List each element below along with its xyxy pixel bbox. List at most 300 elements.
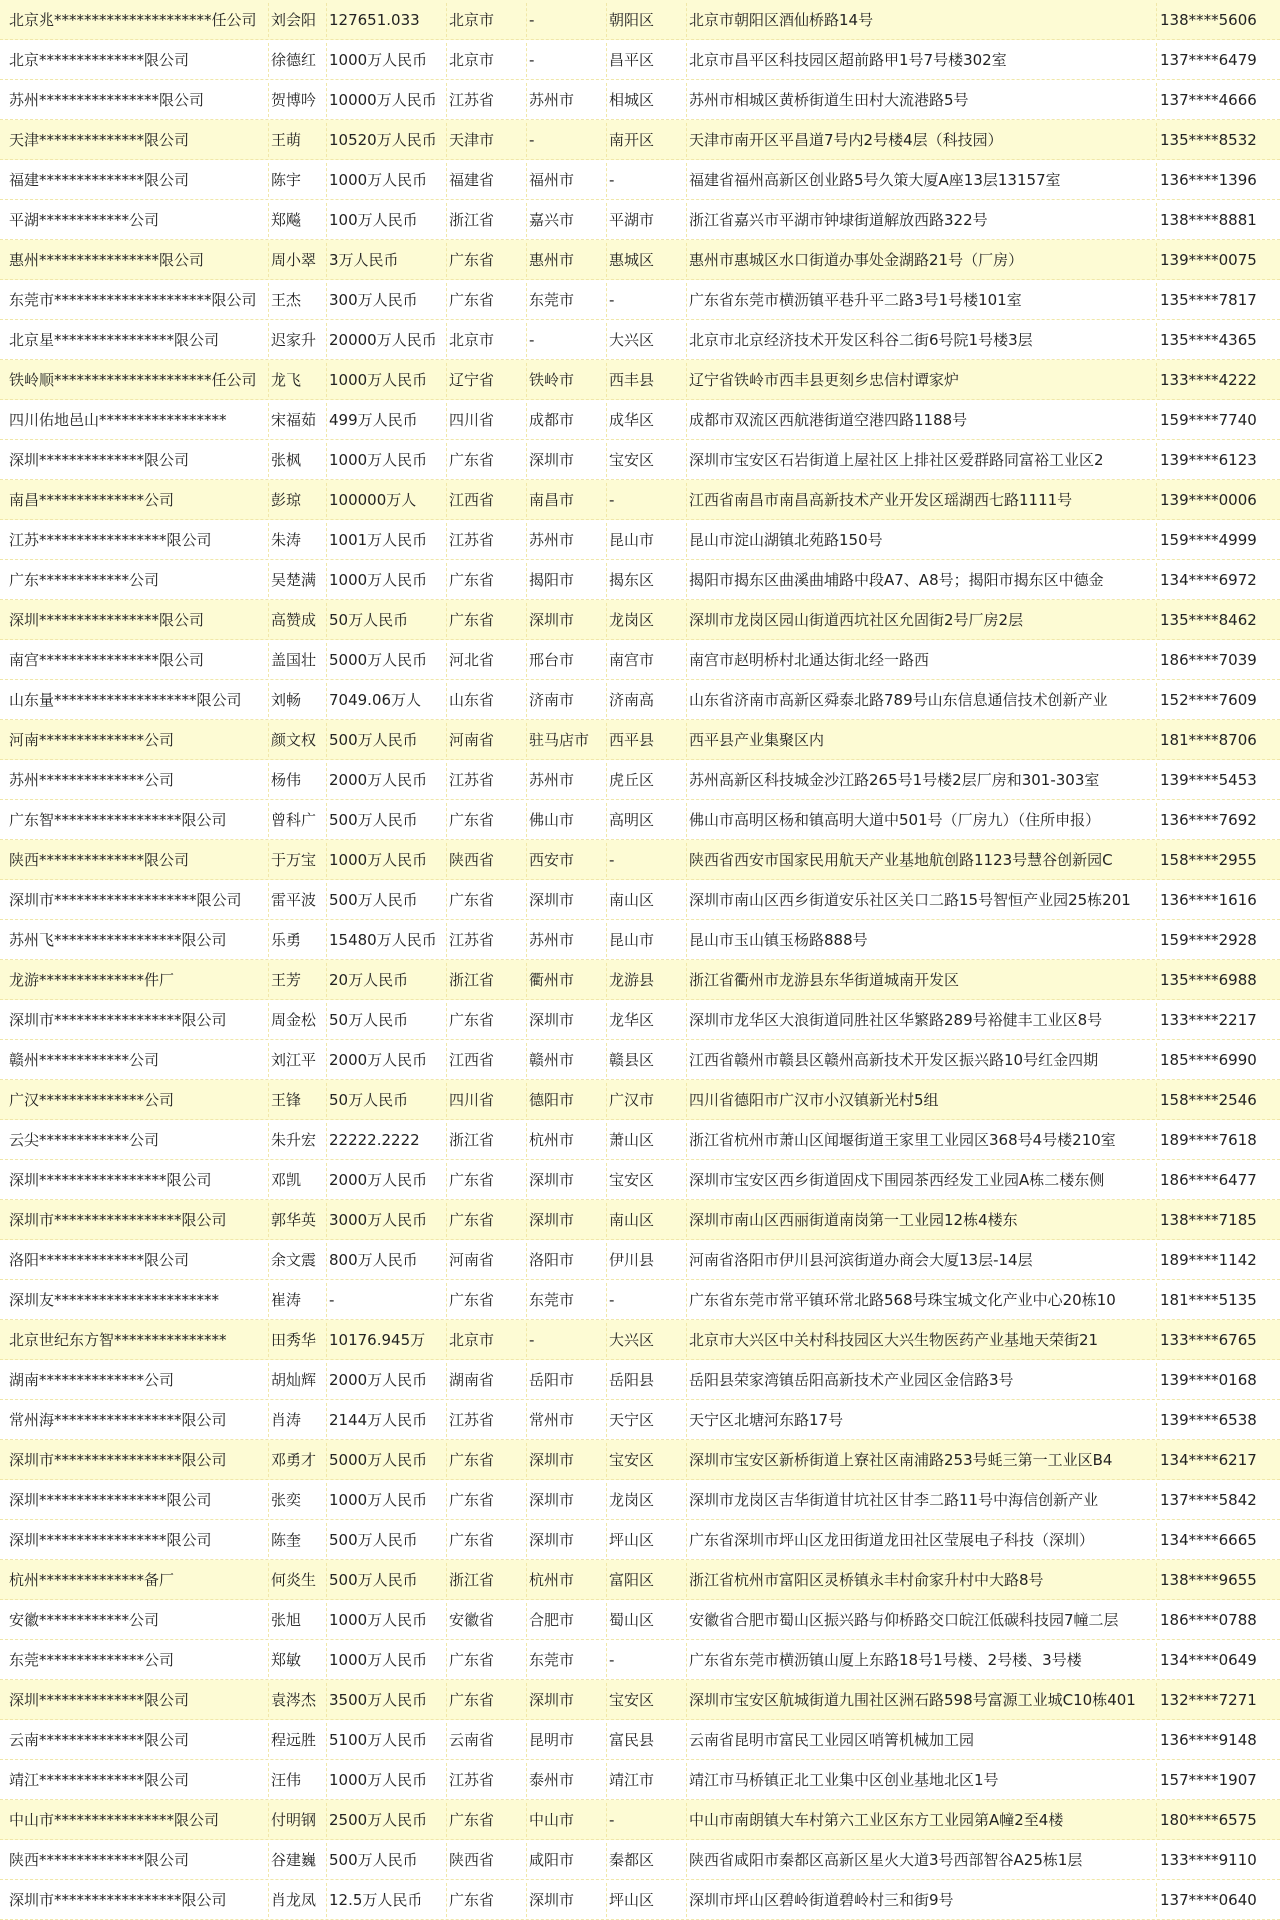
city-cell: 赣州市: [526, 1040, 606, 1080]
legal-person-cell: 杨伟: [268, 760, 326, 800]
table-row: [0, 1000, 1280, 1040]
registered-capital-cell: 20万人民币: [326, 960, 446, 1000]
city-cell: 揭阳市: [526, 560, 606, 600]
table-row: [0, 280, 1280, 320]
address-cell: 浙江省衢州市龙游县东华街道城南开发区: [686, 960, 1156, 1000]
province-cell: 福建省: [446, 160, 526, 200]
company-name-cell: 东莞市*********************限公司: [9, 291, 257, 309]
legal-person-cell: 王锋: [268, 1080, 326, 1120]
company-name-cell: 赣州************公司: [9, 1051, 160, 1069]
district-cell: 龙华区: [606, 1000, 686, 1040]
table-row: [0, 1440, 1280, 1480]
company-name-cell: 深圳市*****************限公司: [9, 1211, 227, 1229]
table-row: [0, 1720, 1280, 1760]
company-name-cell: 杭州**************备厂: [9, 1571, 175, 1589]
table-row: [0, 880, 1280, 920]
phone-cell: 180****6575: [1156, 1800, 1280, 1840]
table-row: [0, 1200, 1280, 1240]
registered-capital-cell: 500万人民币: [326, 880, 446, 920]
company-name-cell: 深圳****************限公司: [9, 611, 205, 629]
province-cell: 广东省: [446, 560, 526, 600]
city-cell: 泰州市: [526, 1760, 606, 1800]
table-row: [0, 400, 1280, 440]
phone-cell: 138****9655: [1156, 1560, 1280, 1600]
phone-cell: 159****2928: [1156, 920, 1280, 960]
legal-person-cell: 陈宇: [268, 160, 326, 200]
company-name-cell: 广东智*****************限公司: [9, 811, 227, 829]
registered-capital-cell: 2000万人民币: [326, 760, 446, 800]
company-name-cell: 深圳*****************限公司: [9, 1491, 212, 1509]
table-row: [0, 120, 1280, 160]
company-name-cell: 苏州飞*****************限公司: [9, 931, 227, 949]
city-cell: 常州市: [526, 1400, 606, 1440]
registered-capital-cell: 1000万人民币: [326, 1760, 446, 1800]
address-cell: 河南省洛阳市伊川县河滨街道办商会大厦13层-14层: [686, 1240, 1156, 1280]
table-row: [0, 160, 1280, 200]
city-cell: -: [526, 0, 606, 40]
phone-cell: 186****7039: [1156, 640, 1280, 680]
phone-cell: 138****5606: [1156, 0, 1280, 40]
province-cell: 广东省: [446, 1880, 526, 1920]
district-cell: 广汉市: [606, 1080, 686, 1120]
legal-person-cell: 贺博吟: [268, 80, 326, 120]
city-cell: 德阳市: [526, 1080, 606, 1120]
table-row: [0, 360, 1280, 400]
phone-cell: 136****7692: [1156, 800, 1280, 840]
company-name-cell: 南昌**************公司: [9, 491, 175, 509]
district-cell: 宝安区: [606, 1160, 686, 1200]
city-cell: 南昌市: [526, 480, 606, 520]
district-cell: 岳阳县: [606, 1360, 686, 1400]
table-row: [0, 760, 1280, 800]
province-cell: 广东省: [446, 1440, 526, 1480]
district-cell: 萧山区: [606, 1120, 686, 1160]
phone-cell: 157****1907: [1156, 1760, 1280, 1800]
registered-capital-cell: 500万人民币: [326, 800, 446, 840]
address-cell: 天津市南开区平昌道7号内2号楼4层（科技园）: [686, 120, 1156, 160]
phone-cell: 134****0649: [1156, 1640, 1280, 1680]
legal-person-cell: 邓勇才: [268, 1440, 326, 1480]
table-row: [0, 1480, 1280, 1520]
registered-capital-cell: 1000万人民币: [326, 560, 446, 600]
legal-person-cell: 曾科广: [268, 800, 326, 840]
company-name-cell: 南宫****************限公司: [9, 651, 205, 669]
province-cell: 广东省: [446, 1160, 526, 1200]
province-cell: 江苏省: [446, 920, 526, 960]
city-cell: 惠州市: [526, 240, 606, 280]
city-cell: 济南市: [526, 680, 606, 720]
city-cell: 成都市: [526, 400, 606, 440]
phone-cell: 159****4999: [1156, 520, 1280, 560]
phone-cell: 133****6765: [1156, 1320, 1280, 1360]
province-cell: 云南省: [446, 1720, 526, 1760]
registered-capital-cell: 1000万人民币: [326, 360, 446, 400]
district-cell: 宝安区: [606, 440, 686, 480]
district-cell: 南山区: [606, 880, 686, 920]
province-cell: 广东省: [446, 280, 526, 320]
city-cell: 苏州市: [526, 920, 606, 960]
registered-capital-cell: 5000万人民币: [326, 1440, 446, 1480]
address-cell: 辽宁省铁岭市西丰县更刻乡忠信村谭家炉: [686, 360, 1156, 400]
phone-cell: 139****5453: [1156, 760, 1280, 800]
district-cell: 西平县: [606, 720, 686, 760]
phone-cell: 135****7817: [1156, 280, 1280, 320]
province-cell: 陕西省: [446, 840, 526, 880]
table-row: [0, 680, 1280, 720]
table-row: [0, 520, 1280, 560]
table-row: [0, 1280, 1280, 1320]
legal-person-cell: 肖龙凤: [268, 1880, 326, 1920]
phone-cell: 137****5842: [1156, 1480, 1280, 1520]
registered-capital-cell: 1000万人民币: [326, 440, 446, 480]
province-cell: 广东省: [446, 1480, 526, 1520]
city-cell: 昆明市: [526, 1720, 606, 1760]
phone-cell: 134****6217: [1156, 1440, 1280, 1480]
city-cell: -: [526, 40, 606, 80]
address-cell: 广东省东莞市常平镇环常北路568号珠宝城文化产业中心20栋10: [686, 1280, 1156, 1320]
address-cell: 深圳市宝安区石岩街道上屋社区上排社区爱群路同富裕工业区2: [686, 440, 1156, 480]
company-name-cell: 北京**************限公司: [9, 51, 190, 69]
province-cell: 北京市: [446, 0, 526, 40]
table-row: [0, 1240, 1280, 1280]
address-cell: 佛山市高明区杨和镇高明大道中501号（厂房九）（住所申报）: [686, 800, 1156, 840]
company-name-cell: 常州海*****************限公司: [9, 1411, 227, 1429]
district-cell: 大兴区: [606, 1320, 686, 1360]
district-cell: -: [606, 280, 686, 320]
district-cell: 蜀山区: [606, 1600, 686, 1640]
city-cell: 苏州市: [526, 760, 606, 800]
company-name-cell: 云南**************限公司: [9, 1731, 190, 1749]
address-cell: 深圳市龙岗区园山街道西坑社区允固街2号厂房2层: [686, 600, 1156, 640]
company-name-cell: 广汉**************公司: [9, 1091, 175, 1109]
address-cell: 昆山市玉山镇玉杨路888号: [686, 920, 1156, 960]
province-cell: 四川省: [446, 400, 526, 440]
legal-person-cell: 何炎生: [268, 1560, 326, 1600]
address-cell: 江西省南昌市南昌高新技术产业开发区瑶湖西七路1111号: [686, 480, 1156, 520]
legal-person-cell: 宋福茹: [268, 400, 326, 440]
city-cell: -: [526, 320, 606, 360]
district-cell: 昌平区: [606, 40, 686, 80]
table-row: [0, 320, 1280, 360]
company-name-cell: 安徽************公司: [9, 1611, 160, 1629]
city-cell: -: [526, 120, 606, 160]
province-cell: 江苏省: [446, 1400, 526, 1440]
city-cell: 深圳市: [526, 1200, 606, 1240]
district-cell: 伊川县: [606, 1240, 686, 1280]
legal-person-cell: 雷平波: [268, 880, 326, 920]
province-cell: 广东省: [446, 1640, 526, 1680]
legal-person-cell: 刘会阳: [268, 0, 326, 40]
table-row: [0, 800, 1280, 840]
city-cell: 深圳市: [526, 1160, 606, 1200]
legal-person-cell: 吴楚满: [268, 560, 326, 600]
address-cell: 深圳市南山区西丽街道南岗第一工业园12栋4楼东: [686, 1200, 1156, 1240]
district-cell: 虎丘区: [606, 760, 686, 800]
address-cell: 深圳市宝安区西乡街道固戍下围园茶西经发工业园A栋二楼东侧: [686, 1160, 1156, 1200]
address-cell: 安徽省合肥市蜀山区振兴路与仰桥路交口皖江低碳科技园7幢二层: [686, 1600, 1156, 1640]
province-cell: 广东省: [446, 1800, 526, 1840]
registered-capital-cell: 300万人民币: [326, 280, 446, 320]
address-cell: 山东省济南市高新区舜泰北路789号山东信息通信技术创新产业: [686, 680, 1156, 720]
city-cell: 岳阳市: [526, 1360, 606, 1400]
table-row: [0, 0, 1280, 40]
province-cell: 广东省: [446, 240, 526, 280]
phone-cell: 135****8462: [1156, 600, 1280, 640]
district-cell: 坪山区: [606, 1880, 686, 1920]
registered-capital-cell: 10520万人民币: [326, 120, 446, 160]
legal-person-cell: 迟家升: [268, 320, 326, 360]
district-cell: 富民县: [606, 1720, 686, 1760]
phone-cell: 139****0006: [1156, 480, 1280, 520]
company-name-cell: 云尖************公司: [9, 1131, 160, 1149]
phone-cell: 189****1142: [1156, 1240, 1280, 1280]
city-cell: 咸阳市: [526, 1840, 606, 1880]
province-cell: 四川省: [446, 1080, 526, 1120]
district-cell: 宝安区: [606, 1680, 686, 1720]
province-cell: 陕西省: [446, 1840, 526, 1880]
district-cell: 成华区: [606, 400, 686, 440]
registered-capital-cell: -: [326, 1280, 446, 1320]
district-cell: 南宫市: [606, 640, 686, 680]
registered-capital-cell: 2500万人民币: [326, 1800, 446, 1840]
registered-capital-cell: 800万人民币: [326, 1240, 446, 1280]
phone-cell: 138****7185: [1156, 1200, 1280, 1240]
phone-cell: 137****4666: [1156, 80, 1280, 120]
company-name-cell: 广东************公司: [9, 571, 160, 589]
phone-cell: 134****6665: [1156, 1520, 1280, 1560]
address-cell: 陕西省西安市国家民用航天产业基地航创路1123号慧谷创新园C: [686, 840, 1156, 880]
legal-person-cell: 袁涔杰: [268, 1680, 326, 1720]
district-cell: 龙游县: [606, 960, 686, 1000]
address-cell: 浙江省嘉兴市平湖市钟埭街道解放西路322号: [686, 200, 1156, 240]
legal-person-cell: 汪伟: [268, 1760, 326, 1800]
legal-person-cell: 王杰: [268, 280, 326, 320]
legal-person-cell: 郑飚: [268, 200, 326, 240]
province-cell: 辽宁省: [446, 360, 526, 400]
legal-person-cell: 田秀华: [268, 1320, 326, 1360]
district-cell: 高明区: [606, 800, 686, 840]
company-name-cell: 北京兆*********************任公司: [9, 11, 257, 29]
city-cell: 东莞市: [526, 280, 606, 320]
legal-person-cell: 于万宝: [268, 840, 326, 880]
address-cell: 深圳市龙岗区吉华街道甘坑社区甘李二路11号中海信创新产业: [686, 1480, 1156, 1520]
company-name-cell: 苏州****************限公司: [9, 91, 205, 109]
company-name-cell: 天津**************限公司: [9, 131, 190, 149]
registered-capital-cell: 50万人民币: [326, 1000, 446, 1040]
province-cell: 江苏省: [446, 760, 526, 800]
table-row: [0, 1400, 1280, 1440]
province-cell: 江苏省: [446, 80, 526, 120]
company-name-cell: 深圳市*******************限公司: [9, 891, 242, 909]
address-cell: 广东省深圳市坪山区龙田街道龙田社区莹展电子科技（深圳）: [686, 1520, 1156, 1560]
table-row: [0, 1880, 1280, 1920]
company-name-cell: 陕西**************限公司: [9, 1851, 190, 1869]
phone-cell: 135****8532: [1156, 120, 1280, 160]
registered-capital-cell: 100万人民币: [326, 200, 446, 240]
city-cell: 驻马店市: [526, 720, 606, 760]
address-cell: 浙江省杭州市萧山区闻堰街道王家里工业园区368号4号楼210室: [686, 1120, 1156, 1160]
company-name-cell: 龙游**************件厂: [9, 971, 175, 989]
province-cell: 广东省: [446, 880, 526, 920]
address-cell: 北京市朝阳区酒仙桥路14号: [686, 0, 1156, 40]
legal-person-cell: 郭华英: [268, 1200, 326, 1240]
address-cell: 江西省赣州市赣县区赣州高新技术开发区振兴路10号红金四期: [686, 1040, 1156, 1080]
company-name-cell: 深圳*****************限公司: [9, 1171, 212, 1189]
province-cell: 广东省: [446, 1680, 526, 1720]
province-cell: 江苏省: [446, 1760, 526, 1800]
table-row: [0, 1560, 1280, 1600]
address-cell: 苏州高新区科技城金沙江路265号1号楼2层厂房和301-303室: [686, 760, 1156, 800]
registered-capital-cell: 1001万人民币: [326, 520, 446, 560]
legal-person-cell: 彭琼: [268, 480, 326, 520]
table-row: [0, 40, 1280, 80]
company-name-cell: 苏州**************公司: [9, 771, 175, 789]
address-cell: 深圳市坪山区碧岭街道碧岭村三和街9号: [686, 1880, 1156, 1920]
province-cell: 广东省: [446, 800, 526, 840]
city-cell: 深圳市: [526, 440, 606, 480]
registered-capital-cell: 1000万人民币: [326, 840, 446, 880]
table-row: [0, 1360, 1280, 1400]
city-cell: 嘉兴市: [526, 200, 606, 240]
registered-capital-cell: 50万人民币: [326, 600, 446, 640]
legal-person-cell: 乐勇: [268, 920, 326, 960]
phone-cell: 135****4365: [1156, 320, 1280, 360]
registered-capital-cell: 2000万人民币: [326, 1360, 446, 1400]
province-cell: 广东省: [446, 1520, 526, 1560]
province-cell: 江苏省: [446, 520, 526, 560]
company-name-cell: 东莞**************公司: [9, 1651, 175, 1669]
district-cell: 天宁区: [606, 1400, 686, 1440]
table-row: [0, 640, 1280, 680]
registered-capital-cell: 2000万人民币: [326, 1160, 446, 1200]
legal-person-cell: 郑敏: [268, 1640, 326, 1680]
legal-person-cell: 陈奎: [268, 1520, 326, 1560]
province-cell: 广东省: [446, 1000, 526, 1040]
city-cell: 西安市: [526, 840, 606, 880]
legal-person-cell: 徐德红: [268, 40, 326, 80]
registered-capital-cell: 3万人民币: [326, 240, 446, 280]
district-cell: 昆山市: [606, 920, 686, 960]
registered-capital-cell: 1000万人民币: [326, 1480, 446, 1520]
phone-cell: 138****8881: [1156, 200, 1280, 240]
table-row: [0, 1520, 1280, 1560]
phone-cell: 139****0168: [1156, 1360, 1280, 1400]
district-cell: 大兴区: [606, 320, 686, 360]
district-cell: -: [606, 1280, 686, 1320]
legal-person-cell: 朱升宏: [268, 1120, 326, 1160]
province-cell: 河南省: [446, 720, 526, 760]
address-cell: 西平县产业集聚区内: [686, 720, 1156, 760]
phone-cell: 189****7618: [1156, 1120, 1280, 1160]
address-cell: 成都市双流区西航港街道空港四路1188号: [686, 400, 1156, 440]
table-row: [0, 240, 1280, 280]
table-row: [0, 600, 1280, 640]
table-row: [0, 720, 1280, 760]
company-name-cell: 铁岭顺*********************任公司: [9, 371, 257, 389]
address-cell: 浙江省杭州市富阳区灵桥镇永丰村俞家升村中大路8号: [686, 1560, 1156, 1600]
address-cell: 广东省东莞市横沥镇平巷升平二路3号1号楼101室: [686, 280, 1156, 320]
registered-capital-cell: 50万人民币: [326, 1080, 446, 1120]
company-name-cell: 惠州****************限公司: [9, 251, 205, 269]
company-name-cell: 中山市****************限公司: [9, 1811, 220, 1829]
legal-person-cell: 龙飞: [268, 360, 326, 400]
address-cell: 靖江市马桥镇正北工业集中区创业基地北区1号: [686, 1760, 1156, 1800]
address-cell: 北京市大兴区中关村科技园区大兴生物医药产业基地天荣街21: [686, 1320, 1156, 1360]
phone-cell: 134****6972: [1156, 560, 1280, 600]
company-name-cell: 深圳市*****************限公司: [9, 1451, 227, 1469]
district-cell: 秦都区: [606, 1840, 686, 1880]
province-cell: 湖南省: [446, 1360, 526, 1400]
legal-person-cell: 付明钢: [268, 1800, 326, 1840]
legal-person-cell: 胡灿辉: [268, 1360, 326, 1400]
legal-person-cell: 肖涛: [268, 1400, 326, 1440]
province-cell: 浙江省: [446, 200, 526, 240]
company-name-cell: 福建**************限公司: [9, 171, 190, 189]
city-cell: 衢州市: [526, 960, 606, 1000]
company-name-cell: 江苏*****************限公司: [9, 531, 212, 549]
legal-person-cell: 颜文权: [268, 720, 326, 760]
table-row: [0, 1080, 1280, 1120]
registered-capital-cell: 500万人民币: [326, 1560, 446, 1600]
address-cell: 昆山市淀山湖镇北苑路150号: [686, 520, 1156, 560]
company-name-cell: 深圳市*****************限公司: [9, 1891, 227, 1909]
legal-person-cell: 张枫: [268, 440, 326, 480]
address-cell: 岳阳县荣家湾镇岳阳高新技术产业园区金信路3号: [686, 1360, 1156, 1400]
table-row: [0, 480, 1280, 520]
phone-cell: 139****0075: [1156, 240, 1280, 280]
province-cell: 安徽省: [446, 1600, 526, 1640]
table-row: [0, 1320, 1280, 1360]
table-row: [0, 80, 1280, 120]
address-cell: 福建省福州高新区创业路5号久策大厦A座13层13157室: [686, 160, 1156, 200]
phone-cell: 136****9148: [1156, 1720, 1280, 1760]
district-cell: 宝安区: [606, 1440, 686, 1480]
address-cell: 北京市昌平区科技园区超前路甲1号7号楼302室: [686, 40, 1156, 80]
company-name-cell: 深圳市*****************限公司: [9, 1011, 227, 1029]
registered-capital-cell: 1000万人民币: [326, 1640, 446, 1680]
table-row: [0, 1600, 1280, 1640]
address-cell: 四川省德阳市广汉市小汉镇新光村5组: [686, 1080, 1156, 1120]
table-row: [0, 560, 1280, 600]
table-row: [0, 1040, 1280, 1080]
district-cell: 富阳区: [606, 1560, 686, 1600]
district-cell: -: [606, 480, 686, 520]
legal-person-cell: 张旭: [268, 1600, 326, 1640]
table-row: [0, 960, 1280, 1000]
table-row: [0, 1680, 1280, 1720]
phone-cell: 132****7271: [1156, 1680, 1280, 1720]
registered-capital-cell: 2000万人民币: [326, 1040, 446, 1080]
registered-capital-cell: 10176.945万: [326, 1320, 446, 1360]
phone-cell: 185****6990: [1156, 1040, 1280, 1080]
province-cell: 江西省: [446, 480, 526, 520]
phone-cell: 186****6477: [1156, 1160, 1280, 1200]
registered-capital-cell: 127651.033: [326, 0, 446, 40]
city-cell: 中山市: [526, 1800, 606, 1840]
district-cell: 济南高: [606, 680, 686, 720]
phone-cell: 158****2546: [1156, 1080, 1280, 1120]
registered-capital-cell: 500万人民币: [326, 1520, 446, 1560]
legal-person-cell: 朱涛: [268, 520, 326, 560]
district-cell: 惠城区: [606, 240, 686, 280]
city-cell: 佛山市: [526, 800, 606, 840]
district-cell: 朝阳区: [606, 0, 686, 40]
address-cell: 北京市北京经济技术开发区科谷二街6号院1号楼3层: [686, 320, 1156, 360]
company-name-cell: 深圳**************限公司: [9, 451, 190, 469]
registered-capital-cell: 500万人民币: [326, 720, 446, 760]
legal-person-cell: 崔涛: [268, 1280, 326, 1320]
city-cell: 苏州市: [526, 520, 606, 560]
